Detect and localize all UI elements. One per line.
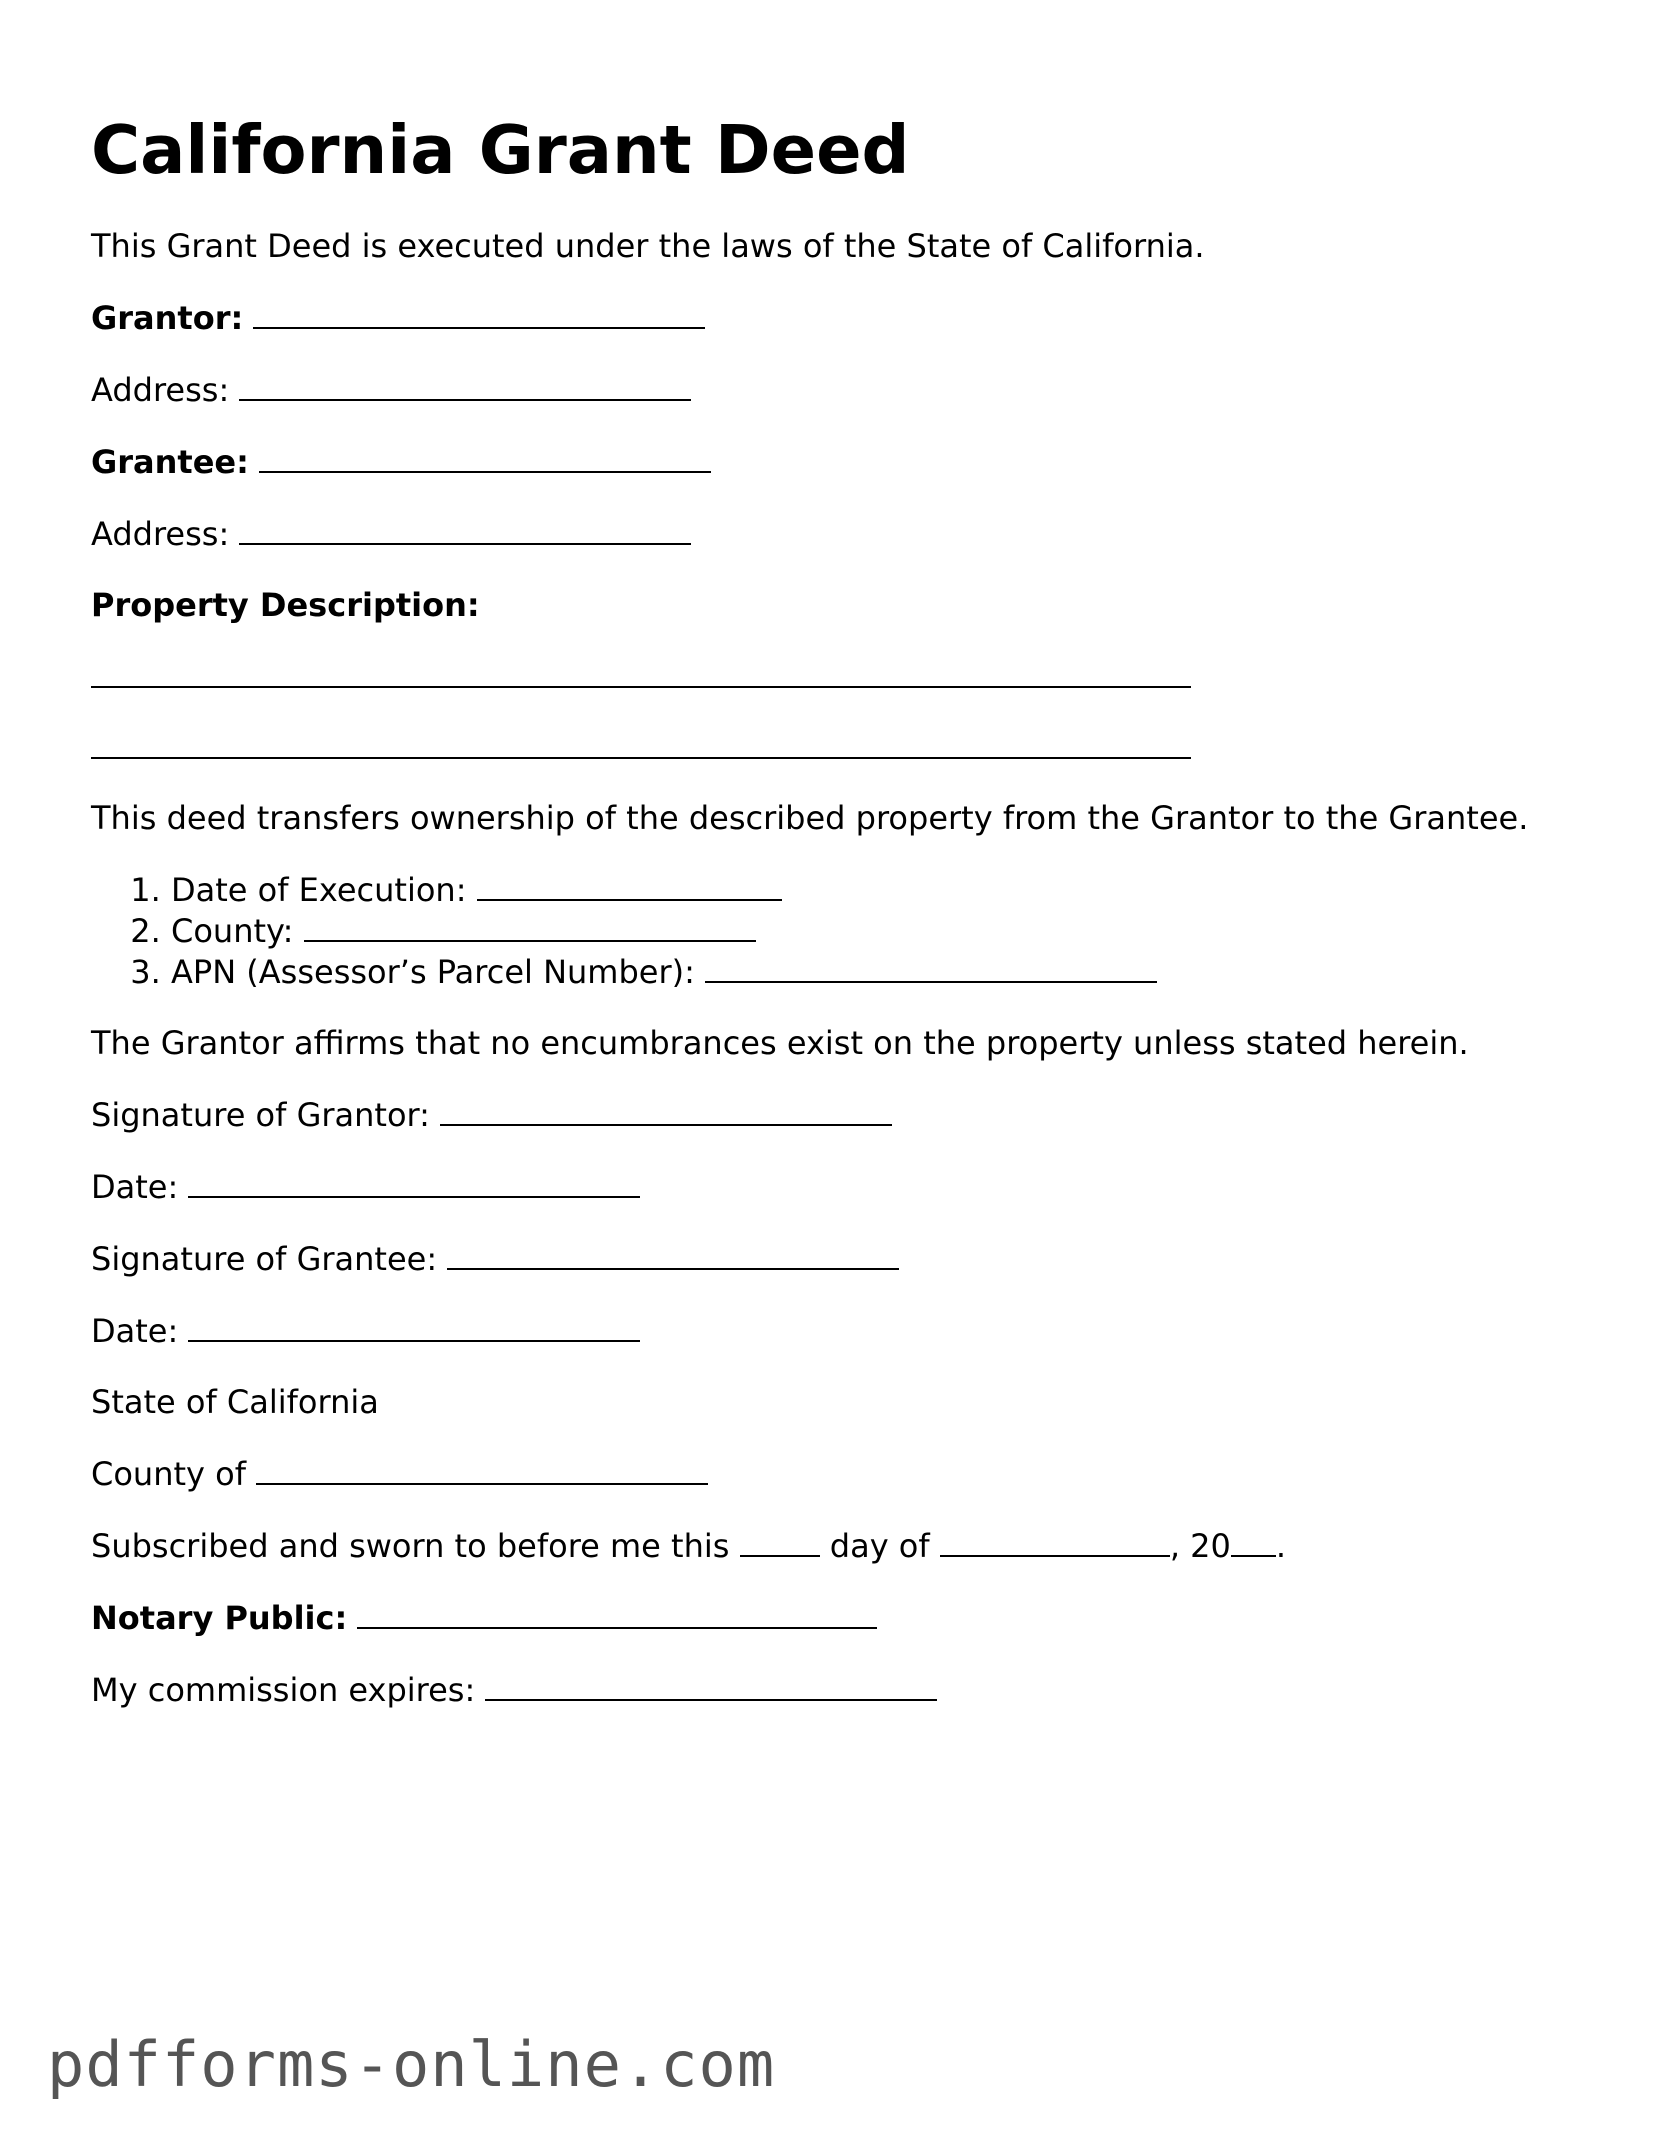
property-description-label: Property Description: <box>91 586 480 624</box>
county-field[interactable] <box>304 910 756 942</box>
page-title: California Grant Deed <box>91 111 910 189</box>
grantor-date-label: Date: <box>91 1168 179 1206</box>
sworn-day-field[interactable] <box>740 1525 820 1557</box>
signature-grantor-field[interactable] <box>440 1094 892 1126</box>
grantor-address-row <box>91 369 1591 410</box>
grantee-label: Grantee: <box>91 443 249 481</box>
commission-row <box>91 1669 1591 1710</box>
sworn-text-4: . <box>1275 1527 1287 1565</box>
transfer-statement: This deed transfers ownership of the described property from the Grantor to the Grantee. <box>91 799 1529 837</box>
grantor-date-field[interactable] <box>188 1166 640 1198</box>
grantor-date-row <box>91 1166 1591 1207</box>
sworn-row <box>91 1525 1591 1566</box>
county-of-label: County of <box>91 1455 246 1493</box>
state-line: State of California <box>91 1383 379 1421</box>
grantor-row <box>91 297 1591 338</box>
deed-details-list <box>91 869 1591 992</box>
grantee-row <box>91 441 1591 482</box>
commission-field[interactable] <box>485 1669 937 1701</box>
list-item <box>171 951 1591 992</box>
county-label: County: <box>171 912 294 950</box>
property-description-line-2[interactable] <box>91 727 1191 759</box>
intro-text: This Grant Deed is executed under the laws of the State of California. <box>91 227 1205 265</box>
grantor-address-field[interactable] <box>239 369 691 401</box>
notary-field[interactable] <box>357 1597 877 1629</box>
apn-label: APN (Assessor’s Parcel Number): <box>171 953 695 991</box>
signature-grantee-row <box>91 1238 1591 1279</box>
notary-label: Notary Public: <box>91 1599 348 1637</box>
grant-deed-page <box>91 110 1591 1741</box>
grantee-address-field[interactable] <box>239 513 691 545</box>
notary-row <box>91 1597 1591 1638</box>
signature-grantor-label: Signature of Grantor: <box>91 1096 430 1134</box>
sworn-text-1: Subscribed and sworn to before me this <box>91 1527 730 1565</box>
grantor-address-label: Address: <box>91 371 230 409</box>
sworn-text-2: day of <box>829 1527 930 1565</box>
grantee-field[interactable] <box>259 441 711 473</box>
encumbrance-statement: The Grantor affirms that no encumbrances exist on the property unless stated herein. <box>91 1024 1469 1062</box>
date-of-execution-label: Date of Execution: <box>171 871 467 909</box>
grantor-field[interactable] <box>253 297 705 329</box>
list-item <box>171 910 1591 951</box>
county-of-field[interactable] <box>256 1453 708 1485</box>
property-description-line-1-row <box>91 656 1591 696</box>
grantee-date-label: Date: <box>91 1312 179 1350</box>
list-item <box>171 869 1591 910</box>
commission-label: My commission expires: <box>91 1671 476 1709</box>
sworn-text-3: , 20 <box>1169 1527 1231 1565</box>
date-of-execution-field[interactable] <box>477 869 782 901</box>
sworn-year-field[interactable] <box>1231 1525 1276 1557</box>
grantee-address-row <box>91 513 1591 554</box>
apn-field[interactable] <box>705 951 1157 983</box>
signature-grantee-label: Signature of Grantee: <box>91 1240 438 1278</box>
grantee-date-field[interactable] <box>188 1310 640 1342</box>
property-description-line-2-row <box>91 727 1591 767</box>
county-of-row <box>91 1453 1591 1494</box>
property-description-line-1[interactable] <box>91 656 1191 688</box>
grantee-address-label: Address: <box>91 515 230 553</box>
grantee-date-row <box>91 1310 1591 1351</box>
signature-grantor-row <box>91 1094 1591 1135</box>
site-watermark: pdfforms-online.com <box>47 2028 776 2101</box>
signature-grantee-field[interactable] <box>447 1238 899 1270</box>
grantor-label: Grantor: <box>91 299 244 337</box>
sworn-month-field[interactable] <box>940 1525 1170 1557</box>
